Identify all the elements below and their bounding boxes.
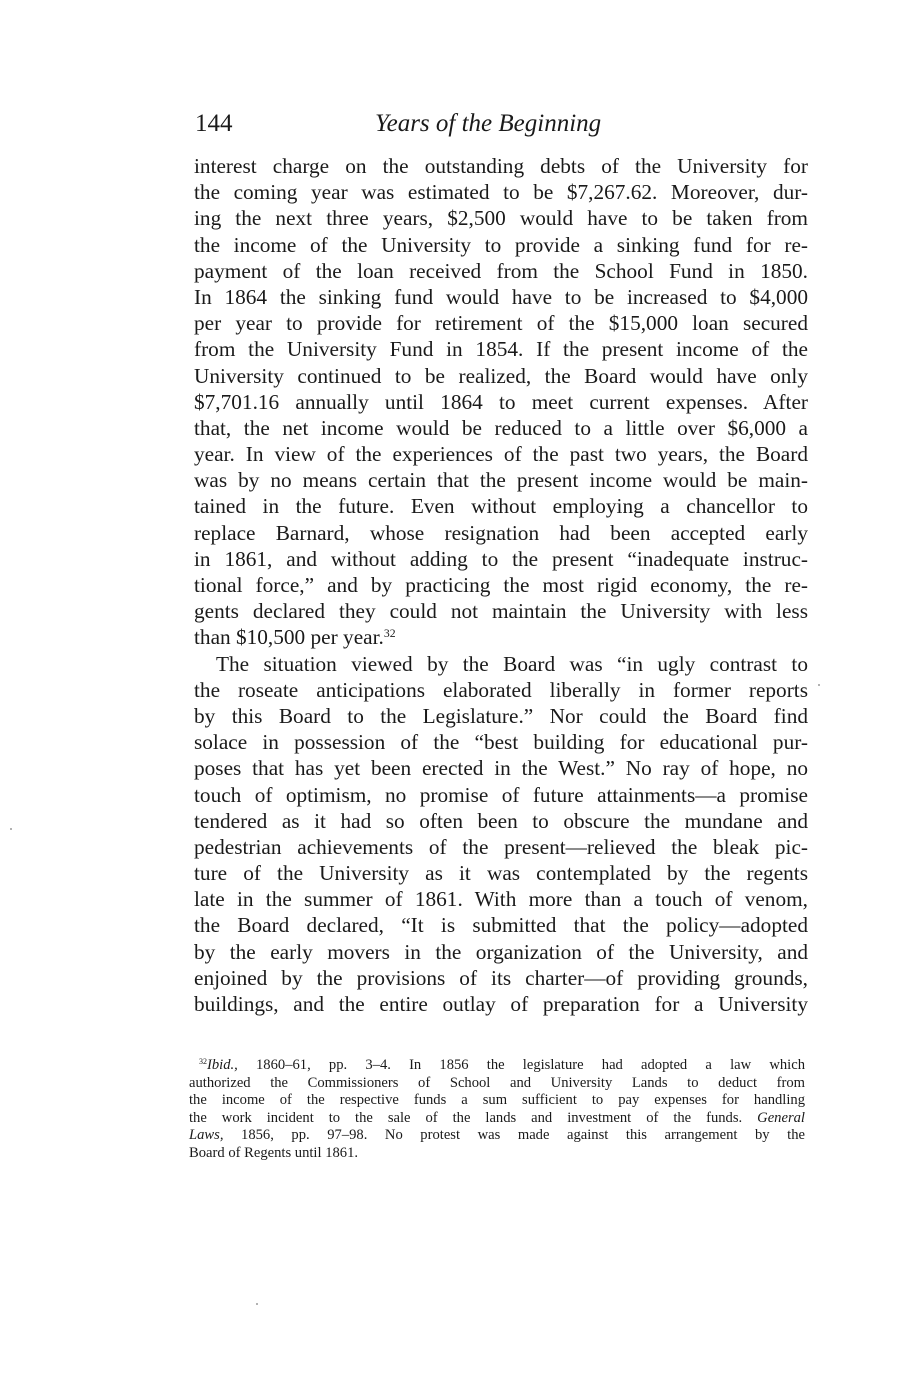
footnotes [189, 1057, 805, 1162]
text-line: year. In view of the experiences of the past two years, the Board [194, 442, 808, 467]
body-text [194, 153, 808, 1017]
footnote-text: 1860–61, pp. 3–4. In 1856 the legislature had adopted a law which [237, 1057, 805, 1073]
footnote-line: the income of the respective funds a sum sufficient to pay expenses for handling [189, 1092, 805, 1108]
footnote-laws: Laws, [189, 1127, 224, 1143]
text-line: solace in possession of the “best building for educational pur- [194, 730, 808, 755]
text-line: per year to provide for retirement of the $15,000 loan secured [194, 311, 808, 336]
text-line: $7,701.16 annually until 1864 to meet current expenses. After [194, 389, 808, 414]
paper-speck [256, 1303, 258, 1305]
text-line: University continued to be realized, the Board would have only [194, 363, 808, 388]
text-line: enjoined by the provisions of its charter—of providing grounds, [194, 965, 808, 990]
paper-speck [10, 828, 12, 830]
text-line: tained in the future. Even without employing a chancellor to [194, 494, 808, 519]
text-line: payment of the loan received from the School Fund in 1850. [194, 258, 808, 283]
text-line: interest charge on the outstanding debts of the University for [194, 154, 808, 178]
page-header [195, 110, 807, 144]
text-line: from the University Fund in 1854. If the present income of the [194, 337, 808, 362]
footnote-text: the work incident to the sale of the lands and investment of the funds. [189, 1109, 743, 1126]
text-line: late in the summer of 1861. With more than a touch of venom, [194, 887, 808, 912]
footnote-marker: 32 [199, 1057, 208, 1067]
footnote-line [189, 1127, 805, 1145]
text-line: in 1861, and without adding to the present “inadequate instruc- [194, 546, 808, 571]
text-line: In 1864 the sinking fund would have to be increased to $4,000 [194, 284, 808, 309]
text-line: the coming year was estimated to be $7,267.62. Moreover, dur- [194, 180, 808, 205]
text-line: was by no means certain that the present income would be main- [194, 468, 808, 493]
text-line [194, 624, 808, 650]
text-line: the Board declared, “It is submitted that the policy—adopted [194, 913, 808, 938]
footnote-line [189, 1110, 805, 1128]
text-line: gents declared they could not maintain the University with less [194, 599, 808, 624]
text-line: buildings, and the entire outlay of preparation for a University [194, 992, 808, 1016]
text-line: tendered as it had so often been to obscure the mundane and [194, 808, 808, 833]
footnote-reference: 32 [383, 627, 396, 641]
text-line: ture of the University as it was contemplated by the regents [194, 861, 808, 886]
footnote-ibid: Ibid., [207, 1057, 238, 1073]
footnote-line: authorized the Commissioners of School and University Lands to deduct from [189, 1074, 805, 1091]
text-line-content: than $10,500 per year. [194, 625, 384, 650]
text-line: ing the next three years, $2,500 would have to be taken from [194, 206, 808, 231]
footnote-general-laws: General [757, 1109, 805, 1126]
text-line: pedestrian achievements of the present—relieved the bleak pic- [194, 834, 808, 859]
text-line: poses that has yet been erected in the West.” No ray of hope, no [194, 756, 808, 781]
paper-speck [818, 684, 820, 686]
page-number: 144 [195, 110, 233, 137]
text-line: the roseate anticipations elaborated liberally in former reports [194, 677, 808, 702]
footnote-line [189, 1057, 805, 1075]
paragraph-start: The situation viewed by the Board was “in ugly contrast to [216, 651, 808, 676]
text-line: touch of optimism, no promise of future attainments—a promise [194, 782, 808, 807]
text-line: by this Board to the Legislature.” Nor could the Board find [194, 703, 808, 728]
text-line: the income of the University to provide a sinking fund for re- [194, 232, 808, 257]
footnote-line: Board of Regents until 1861. [189, 1144, 359, 1161]
text-line: tional force,” and by practicing the most rigid economy, the re- [194, 573, 808, 597]
text-line: by the early movers in the organization of the University, and [194, 939, 808, 964]
text-line: replace Barnard, whose resignation had been accepted early [194, 520, 808, 545]
footnote-text: 1856, pp. 97–98. No protest was made against this arrangement by the [223, 1127, 805, 1143]
running-head: Years of the Beginning [375, 110, 602, 137]
text-line: that, the net income would be reduced to a little over $6,000 a [194, 415, 808, 440]
